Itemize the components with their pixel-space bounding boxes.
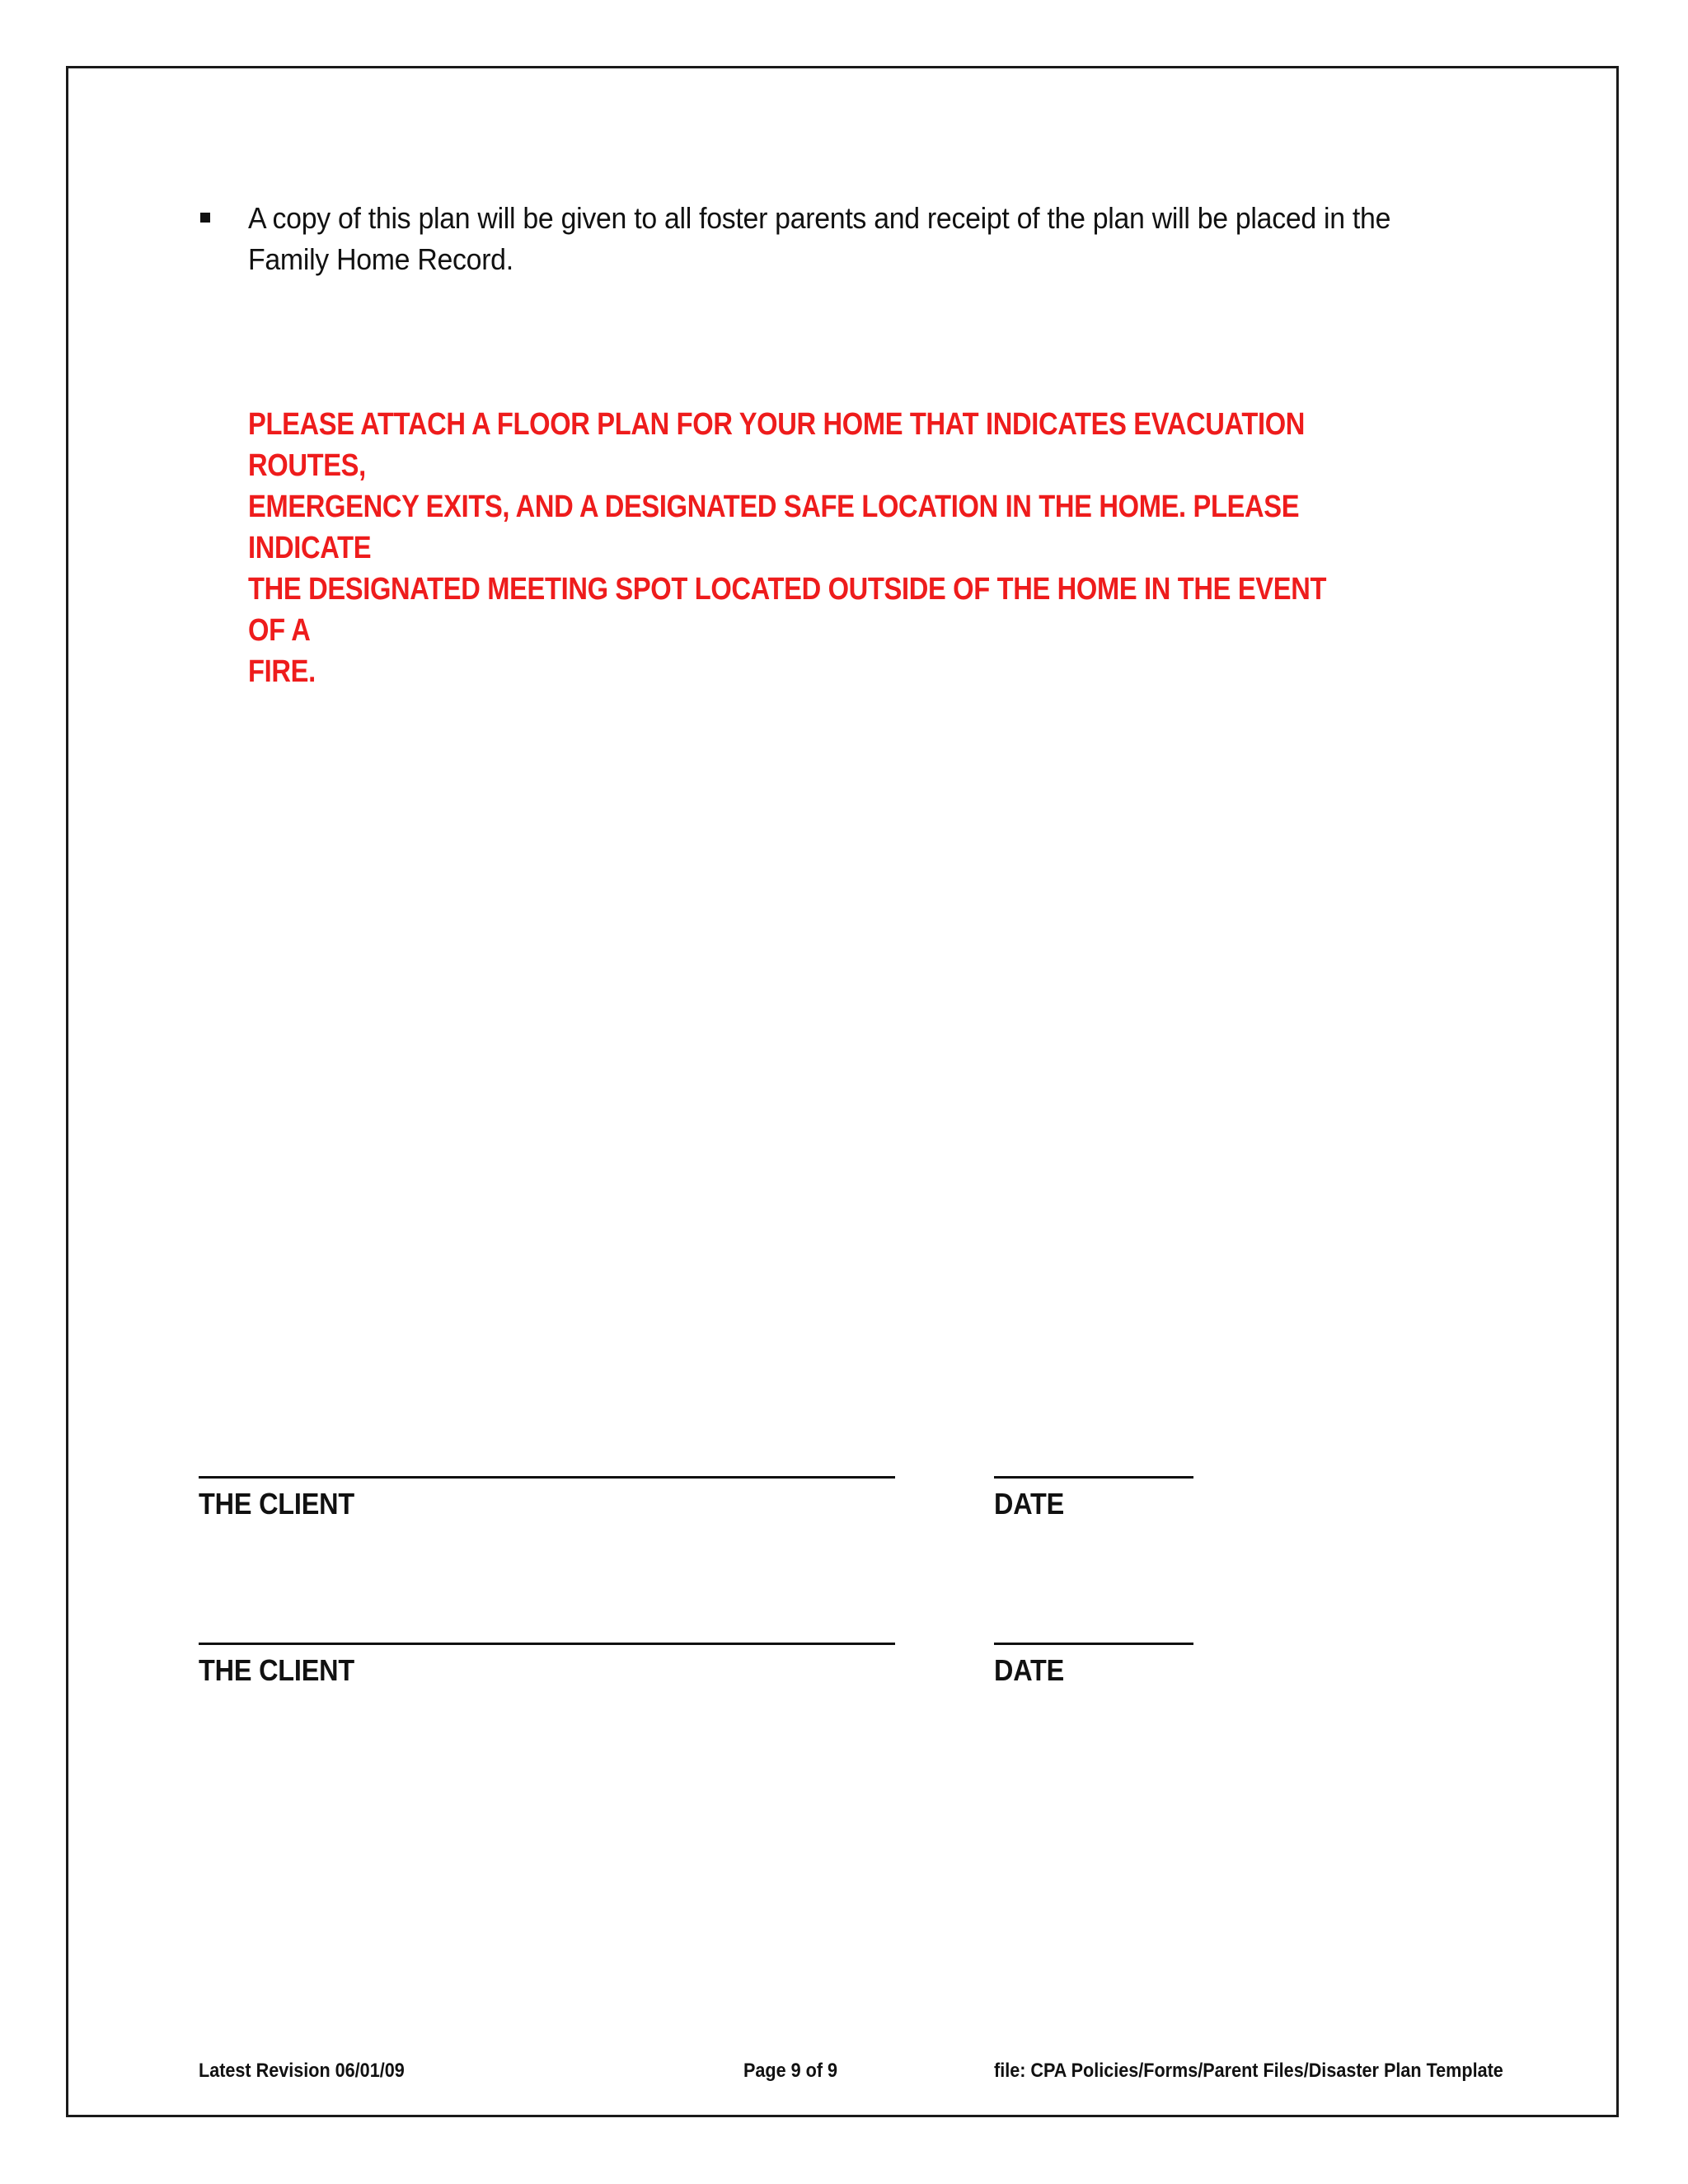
date-signature-label: DATE	[994, 1653, 1065, 1687]
date-signature-label: DATE	[994, 1487, 1065, 1521]
date-signature-line[interactable]	[994, 1476, 1193, 1479]
client-signature-line[interactable]	[199, 1476, 895, 1479]
bullet-square-icon	[200, 213, 210, 223]
bullet-text: A copy of this plan will be given to all foster parents and receipt of the plan will be placed in the Family Home Record.	[248, 201, 1391, 276]
footer-page-number: Page 9 of 9	[743, 2060, 838, 2082]
date-signature-line[interactable]	[994, 1643, 1193, 1645]
client-signature-label: THE CLIENT	[199, 1487, 354, 1521]
client-signature-line[interactable]	[199, 1643, 895, 1645]
client-signature-label: THE CLIENT	[199, 1653, 354, 1687]
footer-revision: Latest Revision 06/01/09	[199, 2060, 405, 2082]
floor-plan-notice: PLEASE ATTACH A FLOOR PLAN FOR YOUR HOME THAT INDICATES EVACUATION ROUTES, EMERGENCY EXITS, AND A DESIGNATED SAFE LOCATION IN THE HOME. PLEASE INDICATE THE DESIGNATED MEETING SPOT LOCATED OUTSIDE OF THE HOME IN THE EVENT OF A FIRE.	[248, 407, 1327, 689]
footer-file-path: file: CPA Policies/Forms/Parent Files/Disaster Plan Template	[994, 2060, 1503, 2082]
page-border	[66, 66, 1619, 2117]
